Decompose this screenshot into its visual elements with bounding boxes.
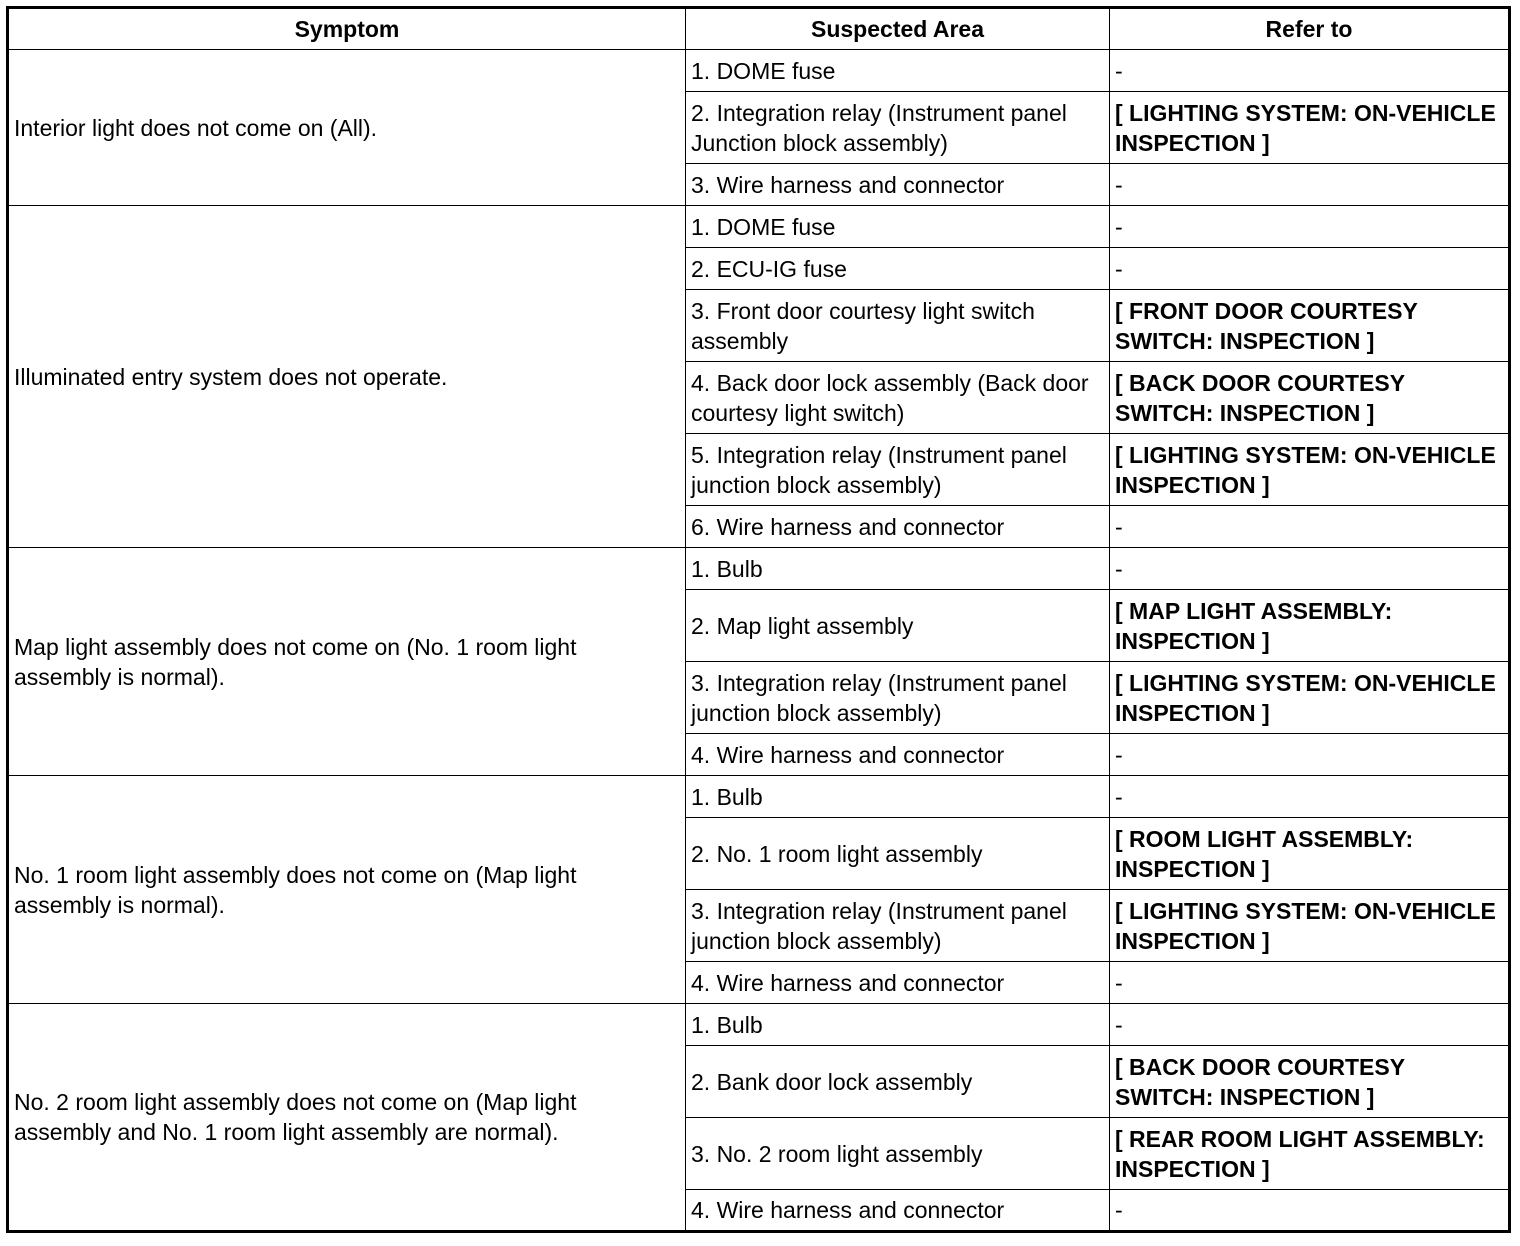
suspected-area-cell: 4. Back door lock assembly (Back door courtesy light switch) (686, 362, 1110, 434)
symptom-cell: No. 1 room light assembly does not come on (Map light assembly is normal). (8, 776, 686, 1004)
refer-to-cell: - (1110, 164, 1510, 206)
symptom-cell: Illuminated entry system does not operate. (8, 206, 686, 548)
table-row (8, 1004, 1510, 1046)
table-row (8, 548, 1510, 590)
refer-to-cell: - (1110, 776, 1510, 818)
troubleshooting-table (6, 6, 1511, 1233)
refer-to-link[interactable]: [ MAP LIGHT ASSEMBLY: INSPECTION ] (1110, 590, 1510, 662)
refer-to-cell: - (1110, 50, 1510, 92)
suspected-area-cell: 1. Bulb (686, 1004, 1110, 1046)
refer-to-link[interactable]: [ BACK DOOR COURTESY SWITCH: INSPECTION ] (1110, 362, 1510, 434)
suspected-area-cell: 2. Bank door lock assembly (686, 1046, 1110, 1118)
refer-to-link[interactable]: [ LIGHTING SYSTEM: ON-VEHICLE INSPECTION ] (1110, 890, 1510, 962)
table-row (8, 776, 1510, 818)
refer-to-link[interactable]: [ BACK DOOR COURTESY SWITCH: INSPECTION ] (1110, 1046, 1510, 1118)
suspected-area-cell: 2. No. 1 room light assembly (686, 818, 1110, 890)
suspected-area-cell: 3. Integration relay (Instrument panel junction block assembly) (686, 890, 1110, 962)
suspected-area-cell: 3. No. 2 room light assembly (686, 1118, 1110, 1190)
suspected-area-cell: 1. Bulb (686, 776, 1110, 818)
suspected-area-cell: 5. Integration relay (Instrument panel junction block assembly) (686, 434, 1110, 506)
table-row (8, 206, 1510, 248)
refer-to-link[interactable]: [ ROOM LIGHT ASSEMBLY: INSPECTION ] (1110, 818, 1510, 890)
refer-to-cell: - (1110, 1004, 1510, 1046)
refer-to-link[interactable]: [ FRONT DOOR COURTESY SWITCH: INSPECTION ] (1110, 290, 1510, 362)
refer-to-cell: - (1110, 248, 1510, 290)
suspected-area-cell: 1. Bulb (686, 548, 1110, 590)
suspected-area-cell: 3. Front door courtesy light switch assembly (686, 290, 1110, 362)
symptom-cell: Interior light does not come on (All). (8, 50, 686, 206)
header-row (8, 8, 1510, 50)
symptom-cell: Map light assembly does not come on (No. 1 room light assembly is normal). (8, 548, 686, 776)
suspected-area-cell: 2. Integration relay (Instrument panel Junction block assembly) (686, 92, 1110, 164)
header-refer-to: Refer to (1110, 8, 1510, 50)
suspected-area-cell: 4. Wire harness and connector (686, 734, 1110, 776)
symptom-cell: No. 2 room light assembly does not come on (Map light assembly and No. 1 room light assembly are normal). (8, 1004, 686, 1232)
header-suspected-area: Suspected Area (686, 8, 1110, 50)
suspected-area-cell: 6. Wire harness and connector (686, 506, 1110, 548)
suspected-area-cell: 2. ECU-IG fuse (686, 248, 1110, 290)
table-row (8, 50, 1510, 92)
suspected-area-cell: 4. Wire harness and connector (686, 962, 1110, 1004)
refer-to-cell: - (1110, 506, 1510, 548)
refer-to-link[interactable]: [ LIGHTING SYSTEM: ON-VEHICLE INSPECTION ] (1110, 92, 1510, 164)
refer-to-link[interactable]: [ REAR ROOM LIGHT ASSEMBLY: INSPECTION ] (1110, 1118, 1510, 1190)
refer-to-cell: - (1110, 206, 1510, 248)
suspected-area-cell: 4. Wire harness and connector (686, 1190, 1110, 1232)
suspected-area-cell: 2. Map light assembly (686, 590, 1110, 662)
refer-to-cell: - (1110, 734, 1510, 776)
refer-to-link[interactable]: [ LIGHTING SYSTEM: ON-VEHICLE INSPECTION ] (1110, 434, 1510, 506)
header-symptom: Symptom (8, 8, 686, 50)
suspected-area-cell: 1. DOME fuse (686, 206, 1110, 248)
refer-to-cell: - (1110, 962, 1510, 1004)
refer-to-link[interactable]: [ LIGHTING SYSTEM: ON-VEHICLE INSPECTION ] (1110, 662, 1510, 734)
refer-to-cell: - (1110, 1190, 1510, 1232)
refer-to-cell: - (1110, 548, 1510, 590)
suspected-area-cell: 3. Integration relay (Instrument panel junction block assembly) (686, 662, 1110, 734)
suspected-area-cell: 3. Wire harness and connector (686, 164, 1110, 206)
troubleshooting-table-container (6, 6, 1508, 1233)
suspected-area-cell: 1. DOME fuse (686, 50, 1110, 92)
